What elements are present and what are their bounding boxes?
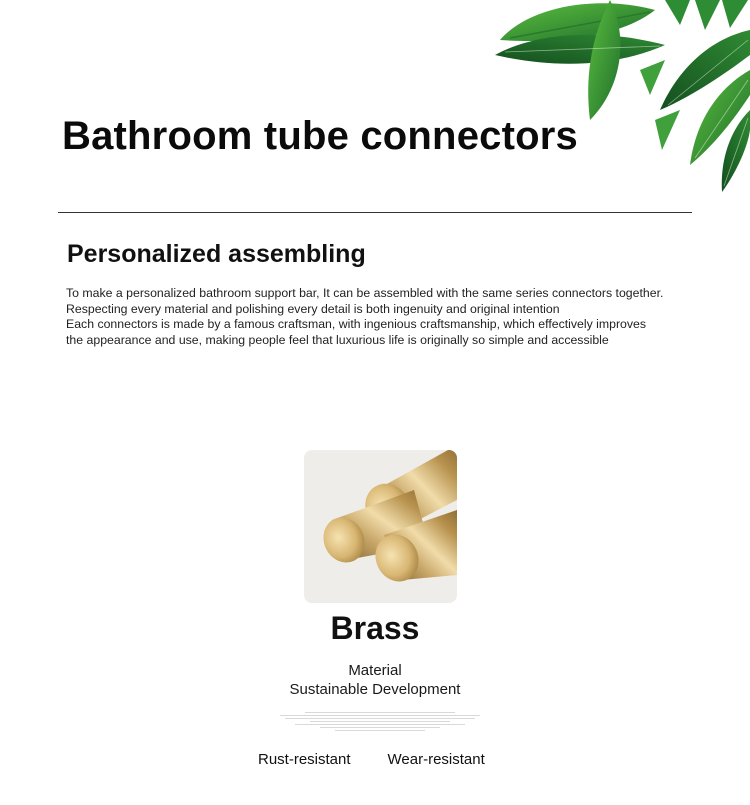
fine-print-decoration: [275, 712, 485, 733]
title-divider: [58, 212, 692, 213]
feature-wear-resistant: Wear-resistant: [387, 751, 485, 768]
material-label: Material: [348, 662, 402, 679]
material-name: Brass: [330, 610, 420, 646]
description-line: To make a personalized bathroom support bar, It can be assembled with the same series connectors together.: [66, 286, 664, 300]
description-line: the appearance and use, making people feel that luxurious life is originally so simple and accessible: [66, 332, 609, 347]
page-title: Bathroom tube connectors: [62, 114, 578, 158]
brass-rods-image: [304, 450, 457, 603]
description-line: Respecting every material and polishing every detail is both ingenuity and original intention: [66, 301, 560, 316]
description-text: [66, 286, 716, 348]
description-line: Each connectors is made by a famous craftsman, with ingenious craftsmanship, which effectively improves: [66, 317, 647, 331]
feature-rust-resistant: Rust-resistant: [258, 751, 351, 768]
section-title: Personalized assembling: [67, 240, 366, 268]
palm-leaves-decoration: [490, 0, 750, 200]
material-subtitle: Sustainable Development: [289, 681, 461, 698]
feature-list: [258, 751, 485, 768]
